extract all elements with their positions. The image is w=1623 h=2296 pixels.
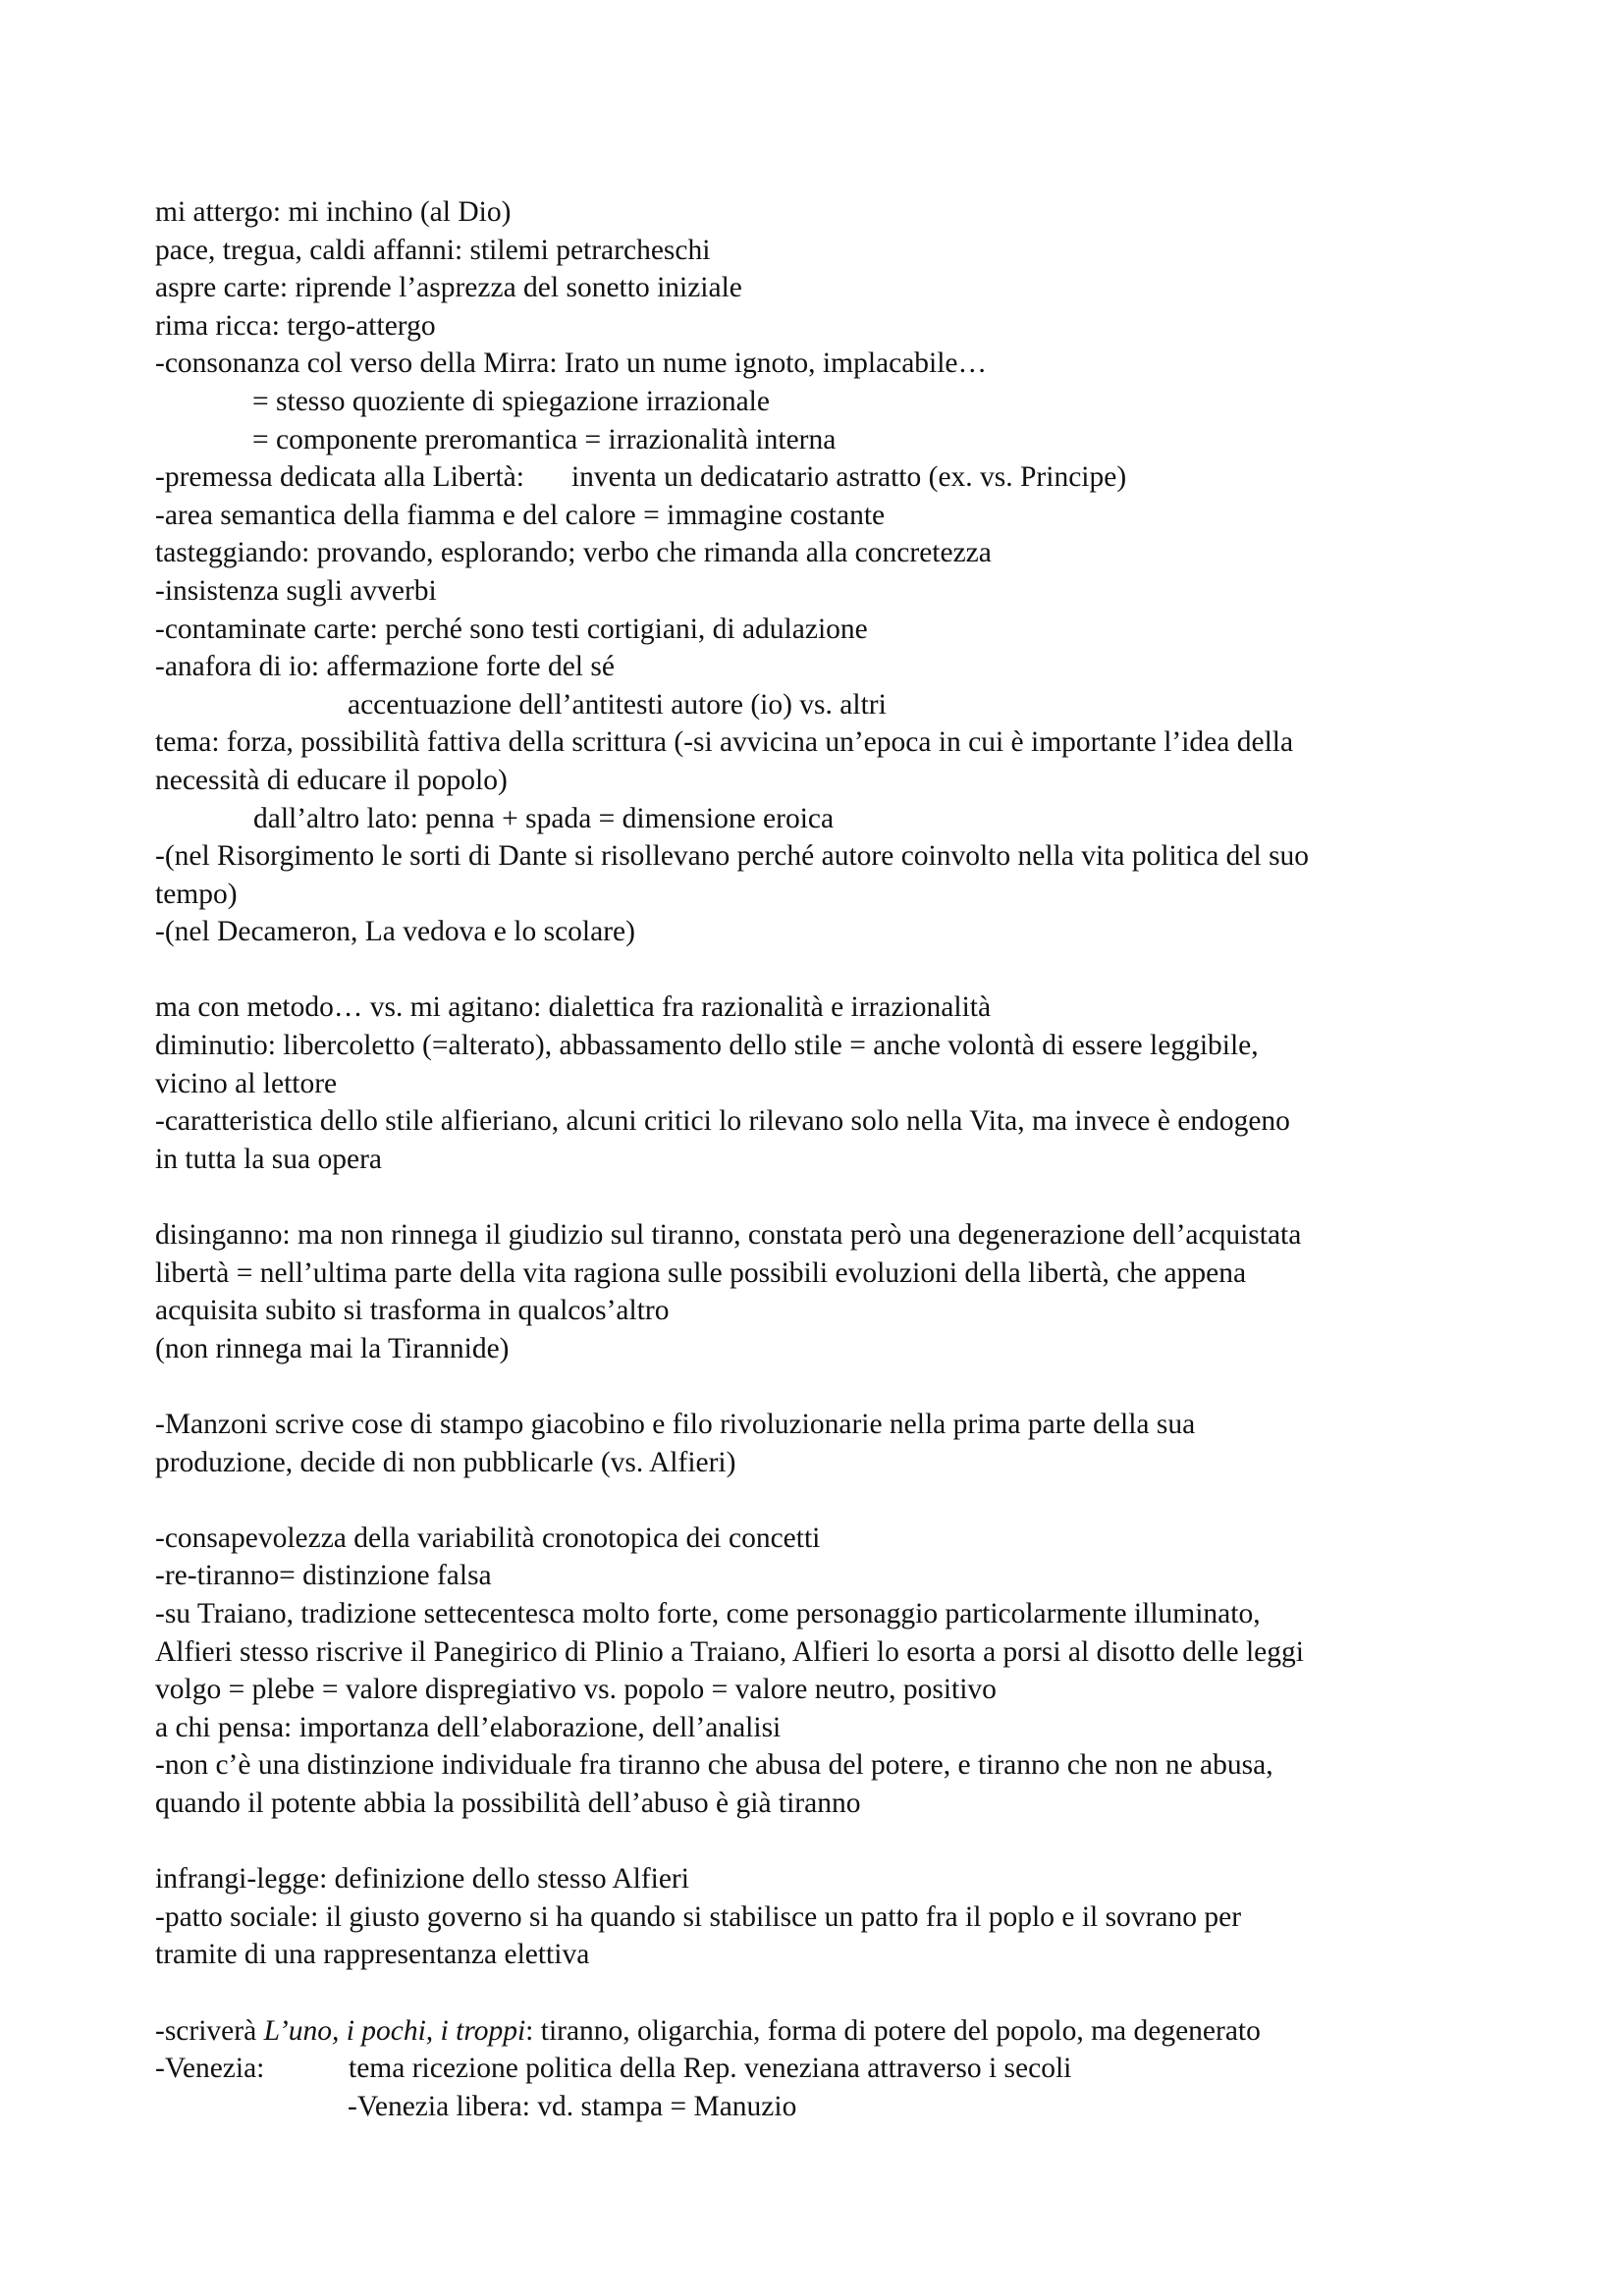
text-line-indented: -Venezia libera: vd. stampa = Manuzio <box>348 2090 797 2122</box>
text-line-indented: = componente preromantica = irrazionalità interna <box>252 423 837 455</box>
text-line: -Manzoni scrive cose di stampo giacobino e filo rivoluzionarie nella prima parte della sua <box>155 1409 1196 1440</box>
blank-line <box>155 1823 1490 1861</box>
text-line: tempo) <box>155 878 238 910</box>
text-line: libertà = nell’ultima parte della vita ragiona sulle possibili evoluzioni della libertà, che appena <box>155 1256 1247 1289</box>
text-line: diminutio: libercoletto (=alterato), abbassamento dello stile = anche volontà di essere leggibile, <box>155 1030 1259 1062</box>
text-segment: : tiranno, oligarchia, forma di potere del popolo, ma degenerato <box>525 2014 1261 2047</box>
blank-line <box>155 1481 1490 1520</box>
blank-line <box>155 1974 1490 2012</box>
text-line: -contaminate carte: perché sono testi cortigiani, di adulazione <box>155 613 868 645</box>
text-line: infrangi-legge: definizione dello stesso Alfieri <box>155 1863 689 1896</box>
text-line: -insistenza sugli avverbi <box>155 574 437 607</box>
text-line: mi attergo: mi inchino (al Dio) <box>155 196 512 228</box>
text-line: in tutta la sua opera <box>155 1143 383 1175</box>
text-line <box>155 2050 1490 2088</box>
text-line: -(nel Decameron, La vedova e lo scolare) <box>155 916 635 948</box>
text-line: disinganno: ma non rinnega il giudizio sul tiranno, constata però una degenerazione dell’acquistata <box>155 1219 1302 1252</box>
text-line: -patto sociale: il giusto governo si ha quando si stabilisce un patto fra il poplo e il sovrano per <box>155 1900 1242 1933</box>
text-line-indented: = stesso quoziente di spiegazione irrazionale <box>252 385 770 417</box>
book-title: L’uno, i pochi, i troppi <box>263 2014 526 2047</box>
notes-body <box>155 193 1490 2125</box>
text-line: -anafora di io: affermazione forte del sé <box>155 651 615 683</box>
text-line: aspre carte: riprende l’asprezza del sonetto iniziale <box>155 272 742 304</box>
text-line: rima ricca: tergo-attergo <box>155 309 436 342</box>
text-line: -caratteristica dello stile alfieriano, alcuni critici lo rilevano solo nella Vita, ma invece è endogeno <box>155 1105 1290 1138</box>
text-line: necessità di educare il popolo) <box>155 764 508 796</box>
text-line: pace, tregua, caldi affanni: stilemi petrarcheschi <box>155 234 711 266</box>
text-line: ma con metodo… vs. mi agitano: dialettica fra razionalità e irrazionalità <box>155 991 992 1024</box>
text-line: (non rinnega mai la Tirannide) <box>155 1332 510 1364</box>
text-line-indented: dall’altro lato: penna + spada = dimensione eroica <box>253 802 835 834</box>
text-line: a chi pensa: importanza dell’elaborazione, dell’analisi <box>155 1711 782 1743</box>
text-line <box>155 458 1490 497</box>
text-line <box>155 2012 1490 2051</box>
text-segment: -premessa dedicata alla Libertà: <box>155 461 524 494</box>
text-line: tema: forza, possibilità fattiva della scrittura (-si avvicina un’epoca in cui è importante l’idea della <box>155 726 1294 759</box>
text-segment: -scriverà <box>155 2014 264 2047</box>
text-line: vicino al lettore <box>155 1067 338 1099</box>
blank-line <box>155 951 1490 989</box>
text-line: -area semantica della fiamma e del calore = immagine costante <box>155 499 886 531</box>
text-line: tasteggiando: provando, esplorando; verbo che rimanda alla concretezza <box>155 537 992 569</box>
blank-line <box>155 1367 1490 1406</box>
text-line: -consapevolezza della variabilità cronotopica dei concetti <box>155 1522 821 1554</box>
text-segment: -Venezia: <box>155 2053 265 2085</box>
blank-line <box>155 1178 1490 1216</box>
text-line: -non c’è una distinzione individuale fra tiranno che abusa del potere, e tiranno che non ne abusa, <box>155 1749 1273 1782</box>
text-line: quando il potente abbia la possibilità dell’abuso è già tiranno <box>155 1787 861 1819</box>
text-line: -su Traiano, tradizione settecentesca molto forte, come personaggio particolarmente illuminato, <box>155 1597 1261 1629</box>
text-line: acquisita subito si trasforma in qualcos’altro <box>155 1295 670 1327</box>
text-line: -re-tiranno= distinzione falsa <box>155 1560 492 1592</box>
text-segment: inventa un dedicatario astratto (ex. vs. Principe) <box>570 461 1127 494</box>
text-line: tramite di una rappresentanza elettiva <box>155 1939 590 1971</box>
text-line: -(nel Risorgimento le sorti di Dante si risollevano perché autore coinvolto nella vita politica del suo <box>155 840 1310 873</box>
text-line: volgo = plebe = valore dispregiativo vs. popolo = valore neutro, positivo <box>155 1674 997 1706</box>
text-line: Alfieri stesso riscrive il Panegirico di Plinio a Traiano, Alfieri lo esorta a porsi al disotto delle leggi <box>155 1635 1304 1668</box>
text-line-indented: accentuazione dell’antitesti autore (io) vs. altri <box>348 688 887 721</box>
text-line: -consonanza col verso della Mirra: Irato un nume ignoto, implacabile… <box>155 347 988 380</box>
text-line: produzione, decide di non pubblicarle (vs. Alfieri) <box>155 1446 736 1478</box>
text-segment: tema ricezione politica della Rep. veneziana attraverso i secoli <box>349 2053 1072 2085</box>
